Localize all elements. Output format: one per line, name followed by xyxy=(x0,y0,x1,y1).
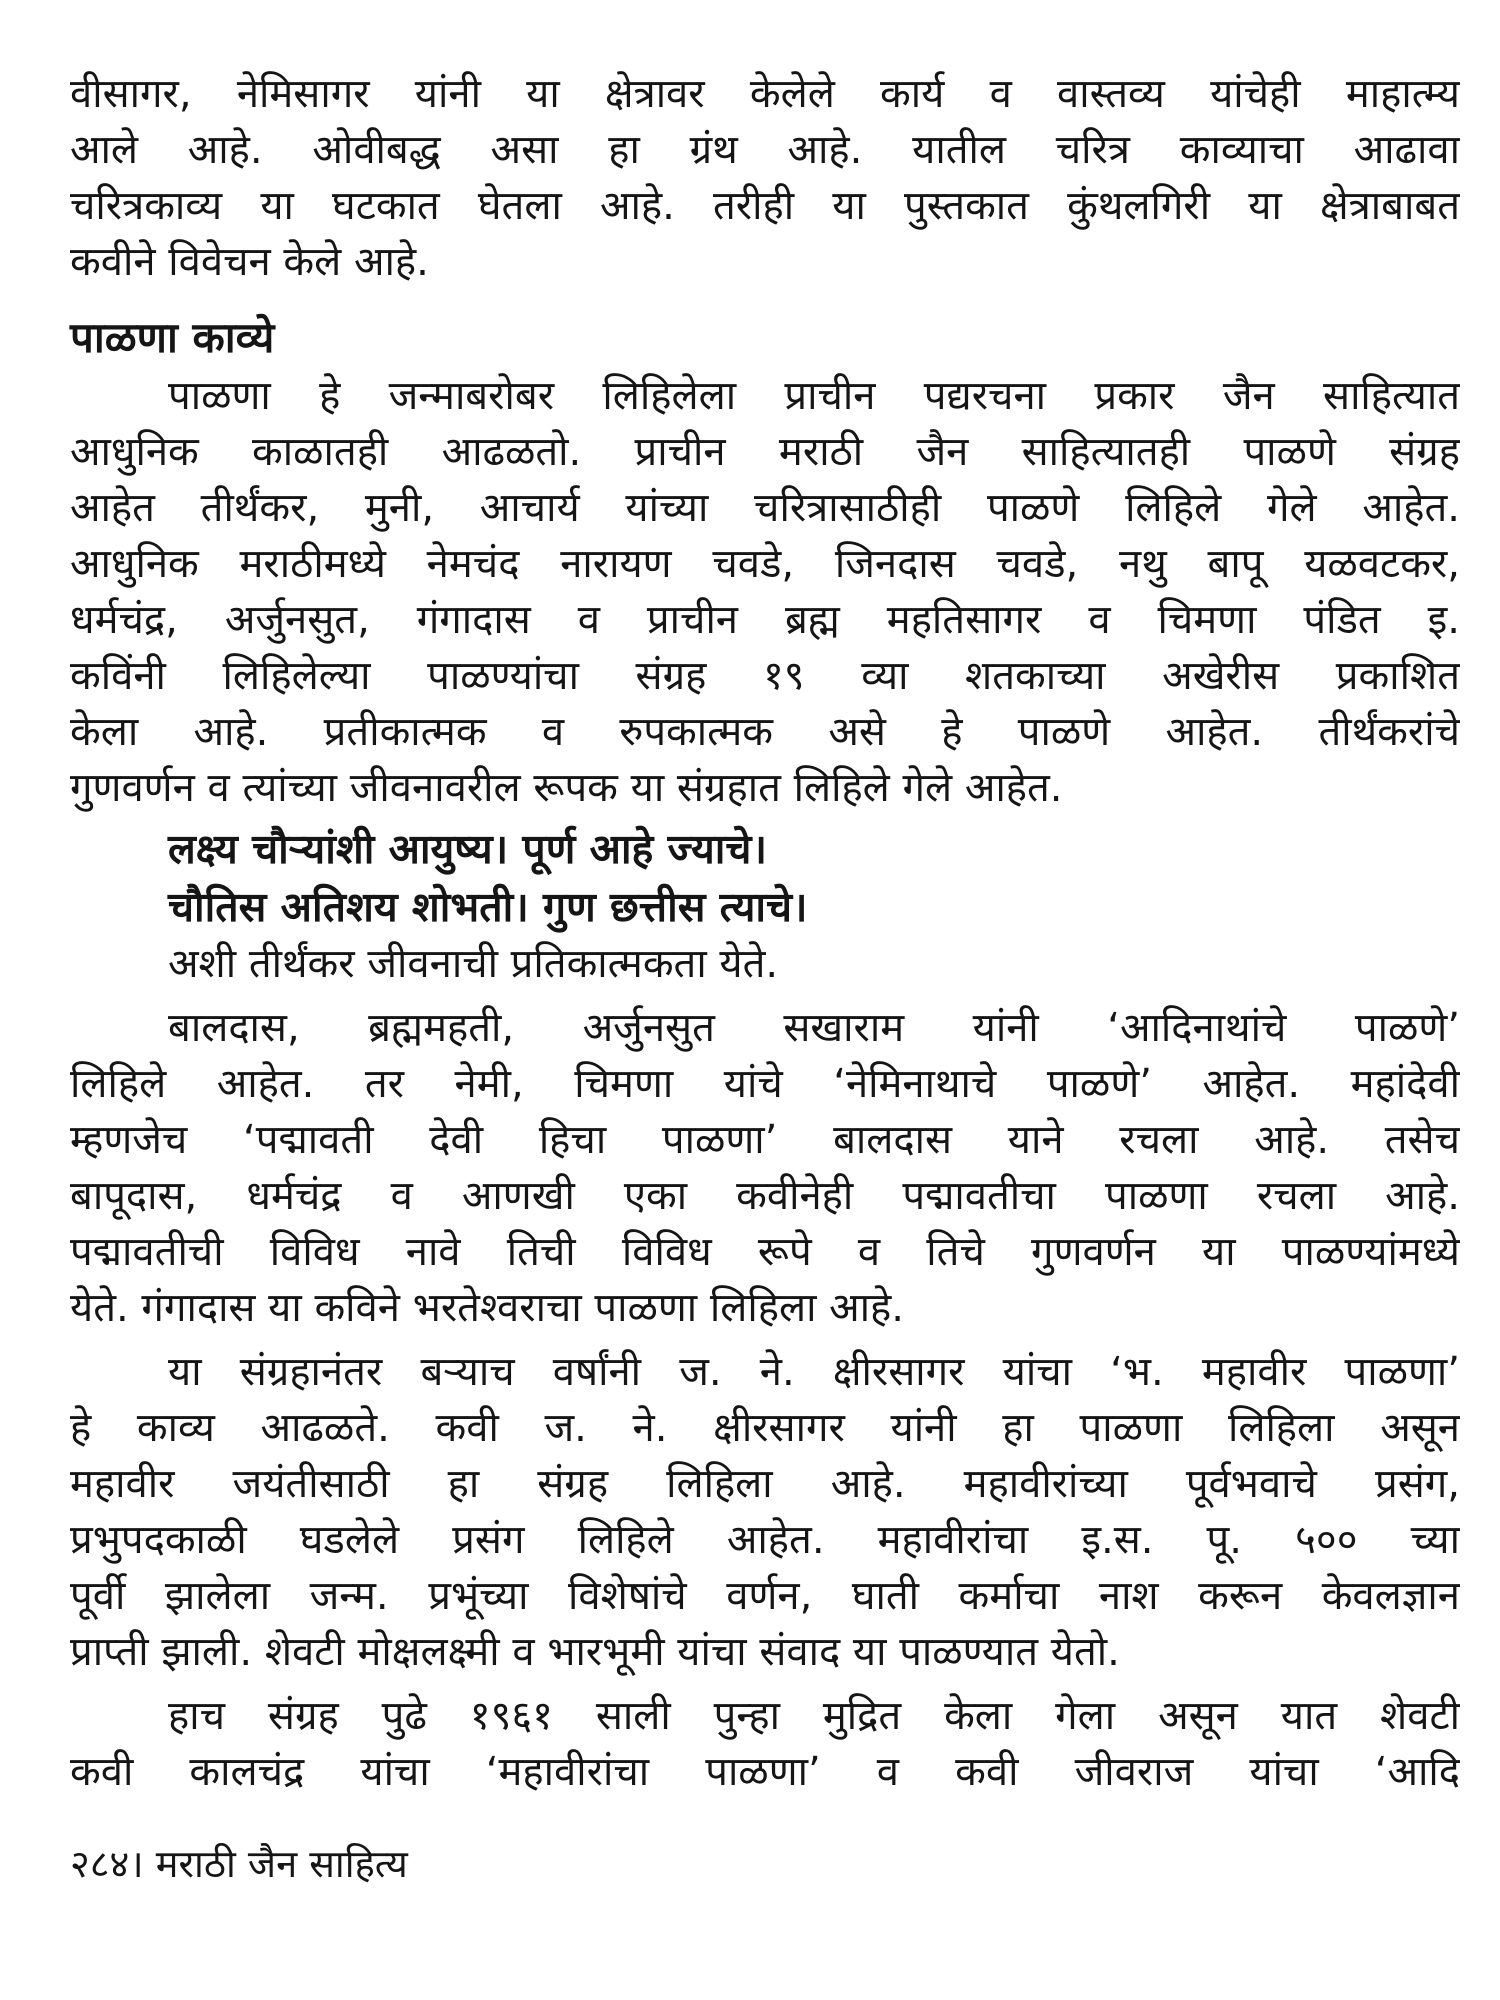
paragraph-line: कवी कालचंद्र यांचा ‘महावीरांचा पाळणा’ व कवी जीवराज यांचा ‘आदि xyxy=(70,1749,1460,1795)
verse-remark: अशी तीर्थंकर जीवनाची प्रतिकात्मकता येते. xyxy=(168,941,779,987)
paragraph-line: महावीर जयंतीसाठी हा संग्रह लिहिला आहे. महावीरांच्या पूर्वभवाचे प्रसंग, xyxy=(70,1461,1460,1507)
paragraph-line: आहेत तीर्थंकर, मुनी, आचार्य यांच्या चरित्रासाठीही पाळणे लिहिले गेले आहेत. xyxy=(70,485,1460,531)
paragraph-line: येते. गंगादास या कविने भरतेश्वराचा पाळणा लिहिला आहे. xyxy=(70,1285,904,1331)
paragraph-line: लिहिले आहेत. तर नेमी, चिमणा यांचे ‘नेमिनाथाचे पाळणे’ आहेत. महांदेवी xyxy=(70,1061,1460,1107)
paragraph-line: बापूदास, धर्मचंद्र व आणखी एका कवीनेही पद्मावतीचा पाळणा रचला आहे. xyxy=(70,1173,1460,1219)
paragraph-line: पूर्वी झालेला जन्म. प्रभूंच्या विशेषांचे वर्णन, घाती कर्माचा नाश करून केवलज्ञान xyxy=(70,1573,1460,1619)
paragraph-line: केला आहे. प्रतीकात्मक व रुपकात्मक असे हे पाळणे आहेत. तीर्थंकरांचे xyxy=(70,709,1460,755)
paragraph-line: आले आहे. ओवीबद्ध असा हा ग्रंथ आहे. यातील चरित्र काव्याचा आढावा xyxy=(70,127,1460,173)
paragraph-line: प्रभुपदकाळी घडलेले प्रसंग लिहिले आहेत. महावीरांचा इ.स. पू. ५०० च्या xyxy=(70,1517,1460,1563)
paragraph-line: गुणवर्णन व त्यांच्या जीवनावरील रूपक या संग्रहात लिहिले गेले आहेत. xyxy=(70,765,1063,811)
paragraph-line: धर्मचंद्र, अर्जुनसुत, गंगादास व प्राचीन ब्रह्म महतिसागर व चिमणा पंडित इ. xyxy=(70,597,1460,643)
page-footer: २८४। मराठी जैन साहित्य xyxy=(70,1842,408,1886)
paragraph-line: बालदास, ब्रह्ममहती, अर्जुनसुत सखाराम यांनी ‘आदिनाथांचे पाळणे’ xyxy=(168,1005,1460,1051)
paragraph-line: कवीने विवेचन केले आहे. xyxy=(70,239,429,285)
paragraph-line: आधुनिक मराठीमध्ये नेमचंद नारायण चवडे, जिनदास चवडे, नथु बापू यळवटकर, xyxy=(70,541,1460,587)
paragraph-line: प्राप्ती झाली. शेवटी मोक्षलक्ष्मी व भारभूमी यांचा संवाद या पाळण्यात येतो. xyxy=(70,1629,1120,1675)
paragraph-line: चरित्रकाव्य या घटकात घेतला आहे. तरीही या पुस्तकात कुंथलगिरी या क्षेत्राबाबत xyxy=(70,183,1460,229)
paragraph-line: या संग्रहानंतर बऱ्याच वर्षांनी ज. ने. क्षीरसागर यांचा ‘भ. महावीर पाळणा’ xyxy=(168,1349,1460,1395)
section-heading: पाळणा काव्ये xyxy=(70,313,275,362)
paragraph-line: हे काव्य आढळते. कवी ज. ने. क्षीरसागर यांनी हा पाळणा लिहिला असून xyxy=(70,1405,1460,1451)
paragraph-line: हाच संग्रह पुढे १९६१ साली पुन्हा मुद्रित केला गेला असून यात शेवटी xyxy=(168,1693,1460,1739)
paragraph-line: पद्मावतीची विविध नावे तिची विविध रूपे व तिचे गुणवर्णन या पाळण्यांमध्ये xyxy=(70,1229,1460,1275)
verse-line: चौतिस अतिशय शोभती। गुण छत्तीस त्याचे। xyxy=(168,883,808,931)
paragraph-line: म्हणजेच ‘पद्मावती देवी हिचा पाळणा’ बालदास याने रचला आहे. तसेच xyxy=(70,1117,1460,1163)
paragraph-line: पाळणा हे जन्माबरोबर लिहिलेला प्राचीन पद्यरचना प्रकार जैन साहित्यात xyxy=(168,373,1460,419)
paragraph-line: आधुनिक काळातही आढळतो. प्राचीन मराठी जैन साहित्यातही पाळणे संग्रह xyxy=(70,429,1460,475)
verse-line: लक्ष्य चौऱ्यांशी आयुष्य। पूर्ण आहे ज्याचे। xyxy=(168,825,767,873)
paragraph-line: कविंनी लिहिलेल्या पाळण्यांचा संग्रह १९ व्या शतकाच्या अखेरीस प्रकाशित xyxy=(70,653,1460,699)
paragraph-line: वीसागर, नेमिसागर यांनी या क्षेत्रावर केलेले कार्य व वास्तव्य यांचेही माहात्म्य xyxy=(70,71,1460,117)
